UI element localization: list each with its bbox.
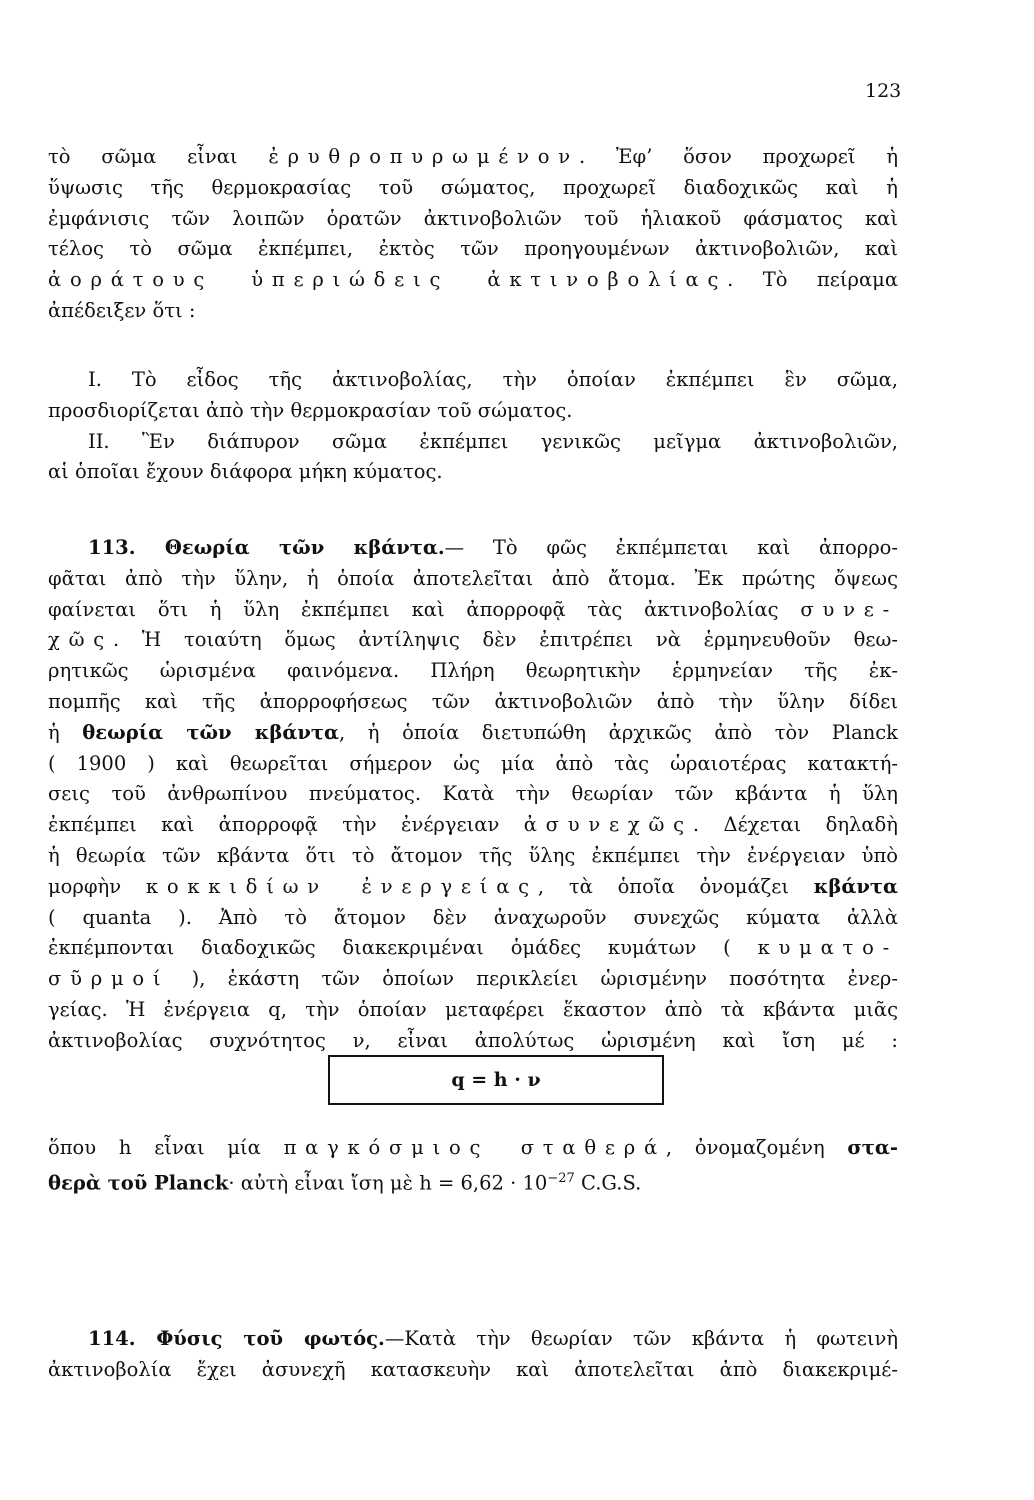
text-run: . Ἐφ’ ὅσον προχωρεῖ ἡ — [578, 145, 899, 168]
text-line — [48, 718, 898, 749]
section-113 — [48, 533, 898, 1057]
text-run: —Κατὰ τὴν θεωρίαν τῶν κβάντα ἡ φωτεινὴ — [384, 1327, 898, 1350]
text-run: τὸ σῶμα εἶναι — [48, 145, 269, 168]
text-line — [48, 533, 898, 564]
text-line: γείας. Ἡ ἐνέργεια q, τὴν ὁποίαν μεταφέρει ἕκαστον ἀπὸ τὰ κβάντα μιᾶς — [48, 997, 898, 1021]
text-line: πομπῆς καὶ τῆς ἀπορροφήσεως τῶν ἀκτινοβολιῶν ἀπὸ τὴν ὕλην δίδει — [48, 689, 898, 713]
list-item-2: II. Ἓν διάπυρον σῶμα ἐκπέμπει γενικῶς μεῖγμα ἀκτινοβολιῶν, — [88, 429, 898, 453]
list-item-1-cont: προσδιορίζεται ἀπὸ τὴν θερμοκρασίαν τοῦ σώματος. — [48, 398, 573, 422]
text-line: ἡ θεωρία τῶν κβάντα ὅτι τὸ ἄτομον τῆς ὕλης ἐκπέμπει τὴν ἐνέργειαν ὑπὸ — [48, 843, 898, 867]
text-line: φᾶται ἀπὸ τὴν ὕλην, ἡ ὁποία ἀποτελεῖται ἀπὸ ἄτομα. Ἐκ πρώτης ὄψεως — [48, 566, 898, 590]
bold-term: θεωρία τῶν κβάντα — [82, 720, 339, 744]
bold-term: θερὰ τοῦ Planck — [48, 1171, 229, 1195]
spaced-emphasis: παγκόσμιος σταθερά — [283, 1136, 666, 1159]
text-line: ( quanta ). Ἀπὸ τὸ ἄτομον δὲν ἀναχωροῦν συνεχῶς κύματα ἀλλὰ — [48, 905, 898, 929]
section-114 — [48, 1324, 898, 1386]
text-run: . Ἡ τοιαύτη ὅμως ἀντίληψις δὲν ἐπιτρέπει νὰ ἑρμηνευθοῦν θεω- — [112, 628, 898, 652]
text-line: ἀκτινοβολίας συχνότητος ν, εἶναι ἀπολύτως ὡρισμένη καὶ ἴση μέ : — [48, 1028, 898, 1052]
exponent: −27 — [547, 1170, 575, 1186]
spaced-emphasis: ἐρυθροπυρωμένον — [268, 145, 579, 168]
text-run: . Τὸ πείραμα — [727, 268, 898, 292]
text-line — [48, 142, 898, 173]
text-run: — Τὸ φῶς ἐκπέμπεται καὶ ἀπορρο- — [444, 536, 898, 559]
text-line — [48, 625, 898, 656]
bold-term: κβάντα — [813, 874, 898, 898]
text-line: ἐμφάνισις τῶν λοιπῶν ὁρατῶν ἀκτινοβολιῶν τοῦ ἡλιακοῦ φάσματος καὶ — [48, 206, 898, 230]
formula: q = h · ν — [451, 1069, 541, 1091]
planck-formula-box — [328, 1055, 664, 1105]
spaced-emphasis: κυματο- — [757, 936, 898, 960]
spaced-emphasis: συνε- — [800, 597, 898, 621]
text-run: C.G.S. — [574, 1171, 642, 1195]
text-run: · αὐτὴ εἶναι ἴση μὲ h = 6,62 · 10 — [228, 1171, 548, 1195]
text-line — [48, 1324, 898, 1355]
paragraph-radiation-intro — [48, 142, 898, 327]
text-line — [48, 1164, 898, 1199]
list-item-1: I. Τὸ εἶδος τῆς ἀκτινοβολίας, τὴν ὁποίαν ἐκπέμπει ἓν σῶμα, — [88, 368, 898, 391]
text-run: ), ἑκάστη τῶν ὁποίων περικλείει ὡρισμένην ποσότητα ἐνερ- — [169, 967, 898, 991]
text-run: φαίνεται ὅτι ἡ ὕλη ἐκπέμπει καὶ ἀπορροφᾷ τὰς ἀκτινοβολίας — [48, 597, 801, 621]
spaced-emphasis: σῦρμοί — [48, 967, 170, 991]
text-line: ἀπέδειξεν ὅτι : — [48, 298, 196, 322]
text-line: ρητικῶς ὡρισμένα φαινόμενα. Πλήρη θεωρητικὴν ἑρμηνείαν τῆς ἐκ- — [48, 659, 898, 683]
text-run: , τὰ ὁποῖα ὀνομάζει — [537, 874, 814, 898]
text-line — [48, 933, 898, 964]
spaced-emphasis: κοκκιδίων ἐνεργείας — [145, 874, 538, 898]
spaced-emphasis: χῶς — [48, 628, 113, 652]
experiment-results-list — [48, 365, 898, 488]
text-line: ἀκτινοβολία ἔχει ἀσυνεχῆ κατασκευὴν καὶ ἀποτελεῖται ἀπὸ διακεκριμέ- — [48, 1357, 898, 1381]
text-line: σεις τοῦ ἀνθρωπίνου πνεύματος. Κατὰ τὴν θεωρίαν τῶν κβάντα ἡ ὕλη — [48, 782, 898, 806]
text-run: . Δέχεται δηλαδὴ — [692, 813, 898, 837]
planck-constant-paragraph — [48, 1133, 898, 1199]
bold-term: στα- — [847, 1136, 898, 1159]
text-line — [48, 265, 898, 296]
text-run: ἡ — [48, 720, 83, 744]
text-run: ὅπου h εἶναι μία — [48, 1136, 284, 1159]
text-run: μορφὴν — [48, 874, 146, 898]
section-heading: 113. Θεωρία τῶν κβάντα. — [88, 536, 445, 559]
page-number: 123 — [865, 80, 902, 102]
text-line: ( 1900 ) καὶ θεωρεῖται σήμερον ὡς μία ἀπὸ τὰς ὡραιοτέρας κατακτή- — [48, 751, 898, 775]
spaced-emphasis: ἀοράτους ὑπεριώδεις ἀκτινοβολίας — [48, 268, 728, 292]
text-line — [48, 872, 898, 903]
text-run: , ἡ ὁποία διετυπώθη ἀρχικῶς ἀπὸ τὸν Planck — [338, 720, 898, 744]
text-line — [48, 1133, 898, 1164]
text-line — [48, 595, 898, 626]
text-line — [48, 964, 898, 995]
text-run: , ὀνομαζομένη — [665, 1136, 848, 1159]
list-item-2-cont: αἱ ὁποῖαι ἔχουν διάφορα μήκη κύματος. — [48, 460, 443, 484]
section-heading: 114. Φύσις τοῦ φωτός. — [88, 1327, 385, 1350]
text-line: τέλος τὸ σῶμα ἐκπέμπει, ἐκτὸς τῶν προηγουμένων ἀκτινοβολιῶν, καὶ — [48, 237, 898, 261]
spaced-emphasis: ἀσυνεχῶς — [523, 813, 693, 837]
text-line: ὕψωσις τῆς θερμοκρασίας τοῦ σώματος, προχωρεῖ διαδοχικῶς καὶ ἡ — [48, 175, 898, 199]
text-line — [48, 810, 898, 841]
text-run: ἐκπέμπει καὶ ἀπορροφᾷ τὴν ἐνέργειαν — [48, 813, 524, 837]
text-run: ἐκπέμπονται διαδοχικῶς διακεκριμέναι ὁμάδες κυμάτων ( — [48, 936, 758, 960]
